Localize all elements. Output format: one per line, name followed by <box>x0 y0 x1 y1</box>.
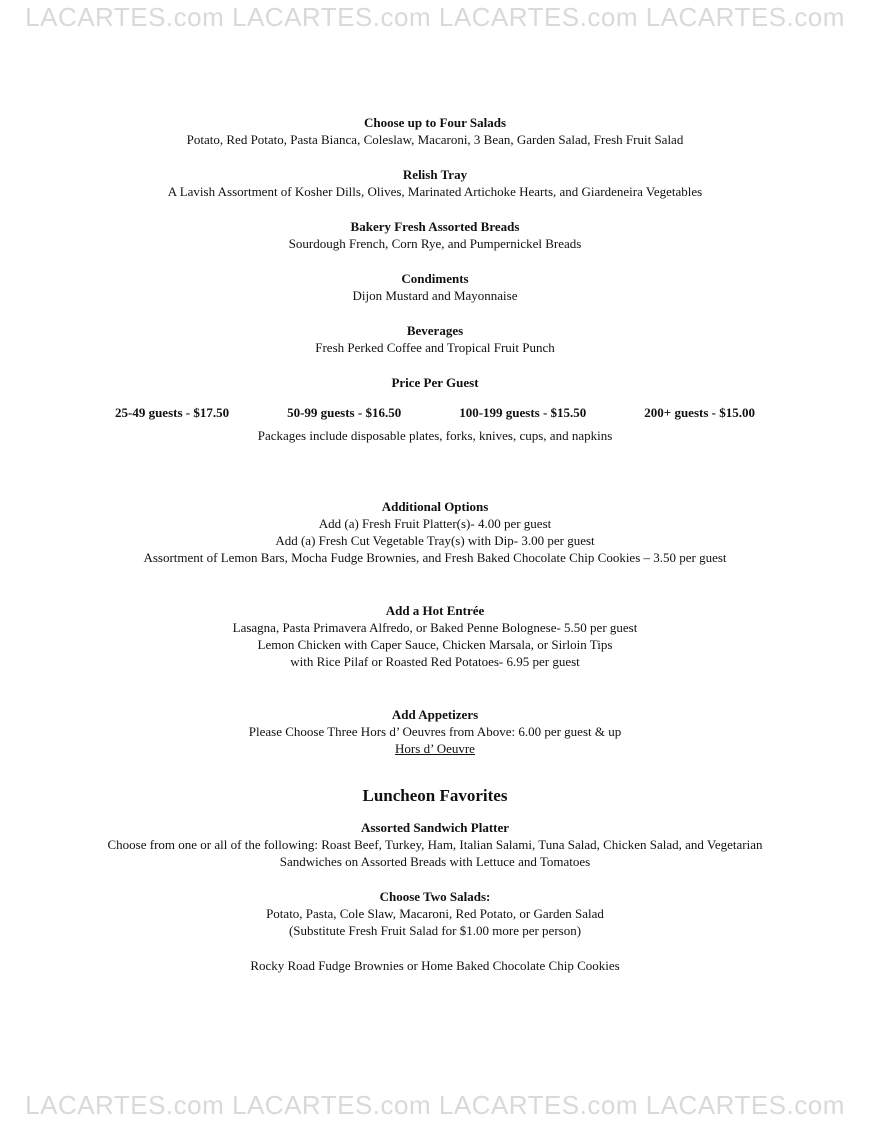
breads-section <box>0 218 870 252</box>
price-note: Packages include disposable plates, forks, knives, cups, and napkins <box>257 428 613 443</box>
hot-entree-title: Add a Hot Entrée <box>385 603 485 618</box>
sandwich-note: Sandwiches on Assorted Breads with Lettuce and Tomatoes <box>279 854 591 869</box>
relish-section <box>0 166 870 200</box>
breads-text: Sourdough French, Corn Rye, and Pumpernickel Breads <box>288 236 582 251</box>
price-tier: 200+ guests - $15.00 <box>644 405 755 420</box>
dessert-text: Rocky Road Fudge Brownies or Home Baked Chocolate Chip Cookies <box>250 958 620 973</box>
additional-line: Assortment of Lemon Bars, Mocha Fudge Brownies, and Fresh Baked Chocolate Chip Cookies – 3.50 per guest <box>143 550 727 565</box>
two-salads-note: (Substitute Fresh Fruit Salad for $1.00 more per person) <box>288 923 582 938</box>
salads-text: Potato, Red Potato, Pasta Bianca, Coleslaw, Macaroni, 3 Bean, Garden Salad, Fresh Fruit Salad <box>186 132 684 147</box>
two-salads-title: Choose Two Salads: <box>379 889 491 904</box>
salads-title: Choose up to Four Salads <box>363 115 507 130</box>
additional-section <box>0 498 870 566</box>
watermark-bottom: LACARTES.com LACARTES.com LACARTES.com LACARTES.com <box>25 1090 845 1120</box>
hot-entree-section <box>0 602 870 670</box>
price-tier: 25-49 guests - $17.50 <box>115 405 230 420</box>
breads-title: Bakery Fresh Assorted Breads <box>350 219 520 234</box>
relish-text: A Lavish Assortment of Kosher Dills, Olives, Marinated Artichoke Hearts, and Giardeneira Vegetables <box>167 184 703 199</box>
additional-line: Add (a) Fresh Fruit Platter(s)- 4.00 per guest <box>318 516 552 531</box>
relish-title: Relish Tray <box>402 167 468 182</box>
hot-entree-line: with Rice Pilaf or Roasted Red Potatoes- 6.95 per guest <box>290 654 580 669</box>
additional-line: Add (a) Fresh Cut Vegetable Tray(s) with Dip- 3.00 per guest <box>275 533 595 548</box>
salads-section <box>0 114 870 148</box>
appetizers-title: Add Appetizers <box>391 707 479 722</box>
watermark-top: LACARTES.com LACARTES.com LACARTES.com LACARTES.com <box>25 2 845 32</box>
luncheon-title: Luncheon Favorites <box>362 786 508 805</box>
hot-entree-line: Lemon Chicken with Caper Sauce, Chicken Marsala, or Sirloin Tips <box>257 637 613 652</box>
price-title: Price Per Guest <box>391 375 479 390</box>
condiments-section <box>0 270 870 304</box>
price-section <box>0 374 870 444</box>
price-tiers <box>115 404 755 421</box>
beverages-text: Fresh Perked Coffee and Tropical Fruit Punch <box>315 340 555 355</box>
sandwich-text: Choose from one or all of the following: Roast Beef, Turkey, Ham, Italian Salami, Tuna Salad, Chicken Salad, and Vegetarian <box>107 837 763 852</box>
menu-page <box>0 114 870 974</box>
condiments-text: Dijon Mustard and Mayonnaise <box>352 288 518 303</box>
beverages-title: Beverages <box>406 323 464 338</box>
price-tier: 100-199 guests - $15.50 <box>459 405 587 420</box>
beverages-section <box>0 322 870 356</box>
luncheon-section <box>0 785 870 974</box>
appetizers-text: Please Choose Three Hors d’ Oeuvres from Above: 6.00 per guest & up <box>248 724 622 739</box>
additional-title: Additional Options <box>381 499 489 514</box>
condiments-title: Condiments <box>401 271 469 286</box>
price-tier: 50-99 guests - $16.50 <box>287 405 402 420</box>
appetizers-section <box>0 706 870 757</box>
hors-doeuvre-link[interactable]: Hors d’ Oeuvre <box>395 741 475 756</box>
hot-entree-line: Lasagna, Pasta Primavera Alfredo, or Baked Penne Bolognese- 5.50 per guest <box>232 620 638 635</box>
sandwich-title: Assorted Sandwich Platter <box>360 820 510 835</box>
two-salads-text: Potato, Pasta, Cole Slaw, Macaroni, Red Potato, or Garden Salad <box>266 906 604 921</box>
